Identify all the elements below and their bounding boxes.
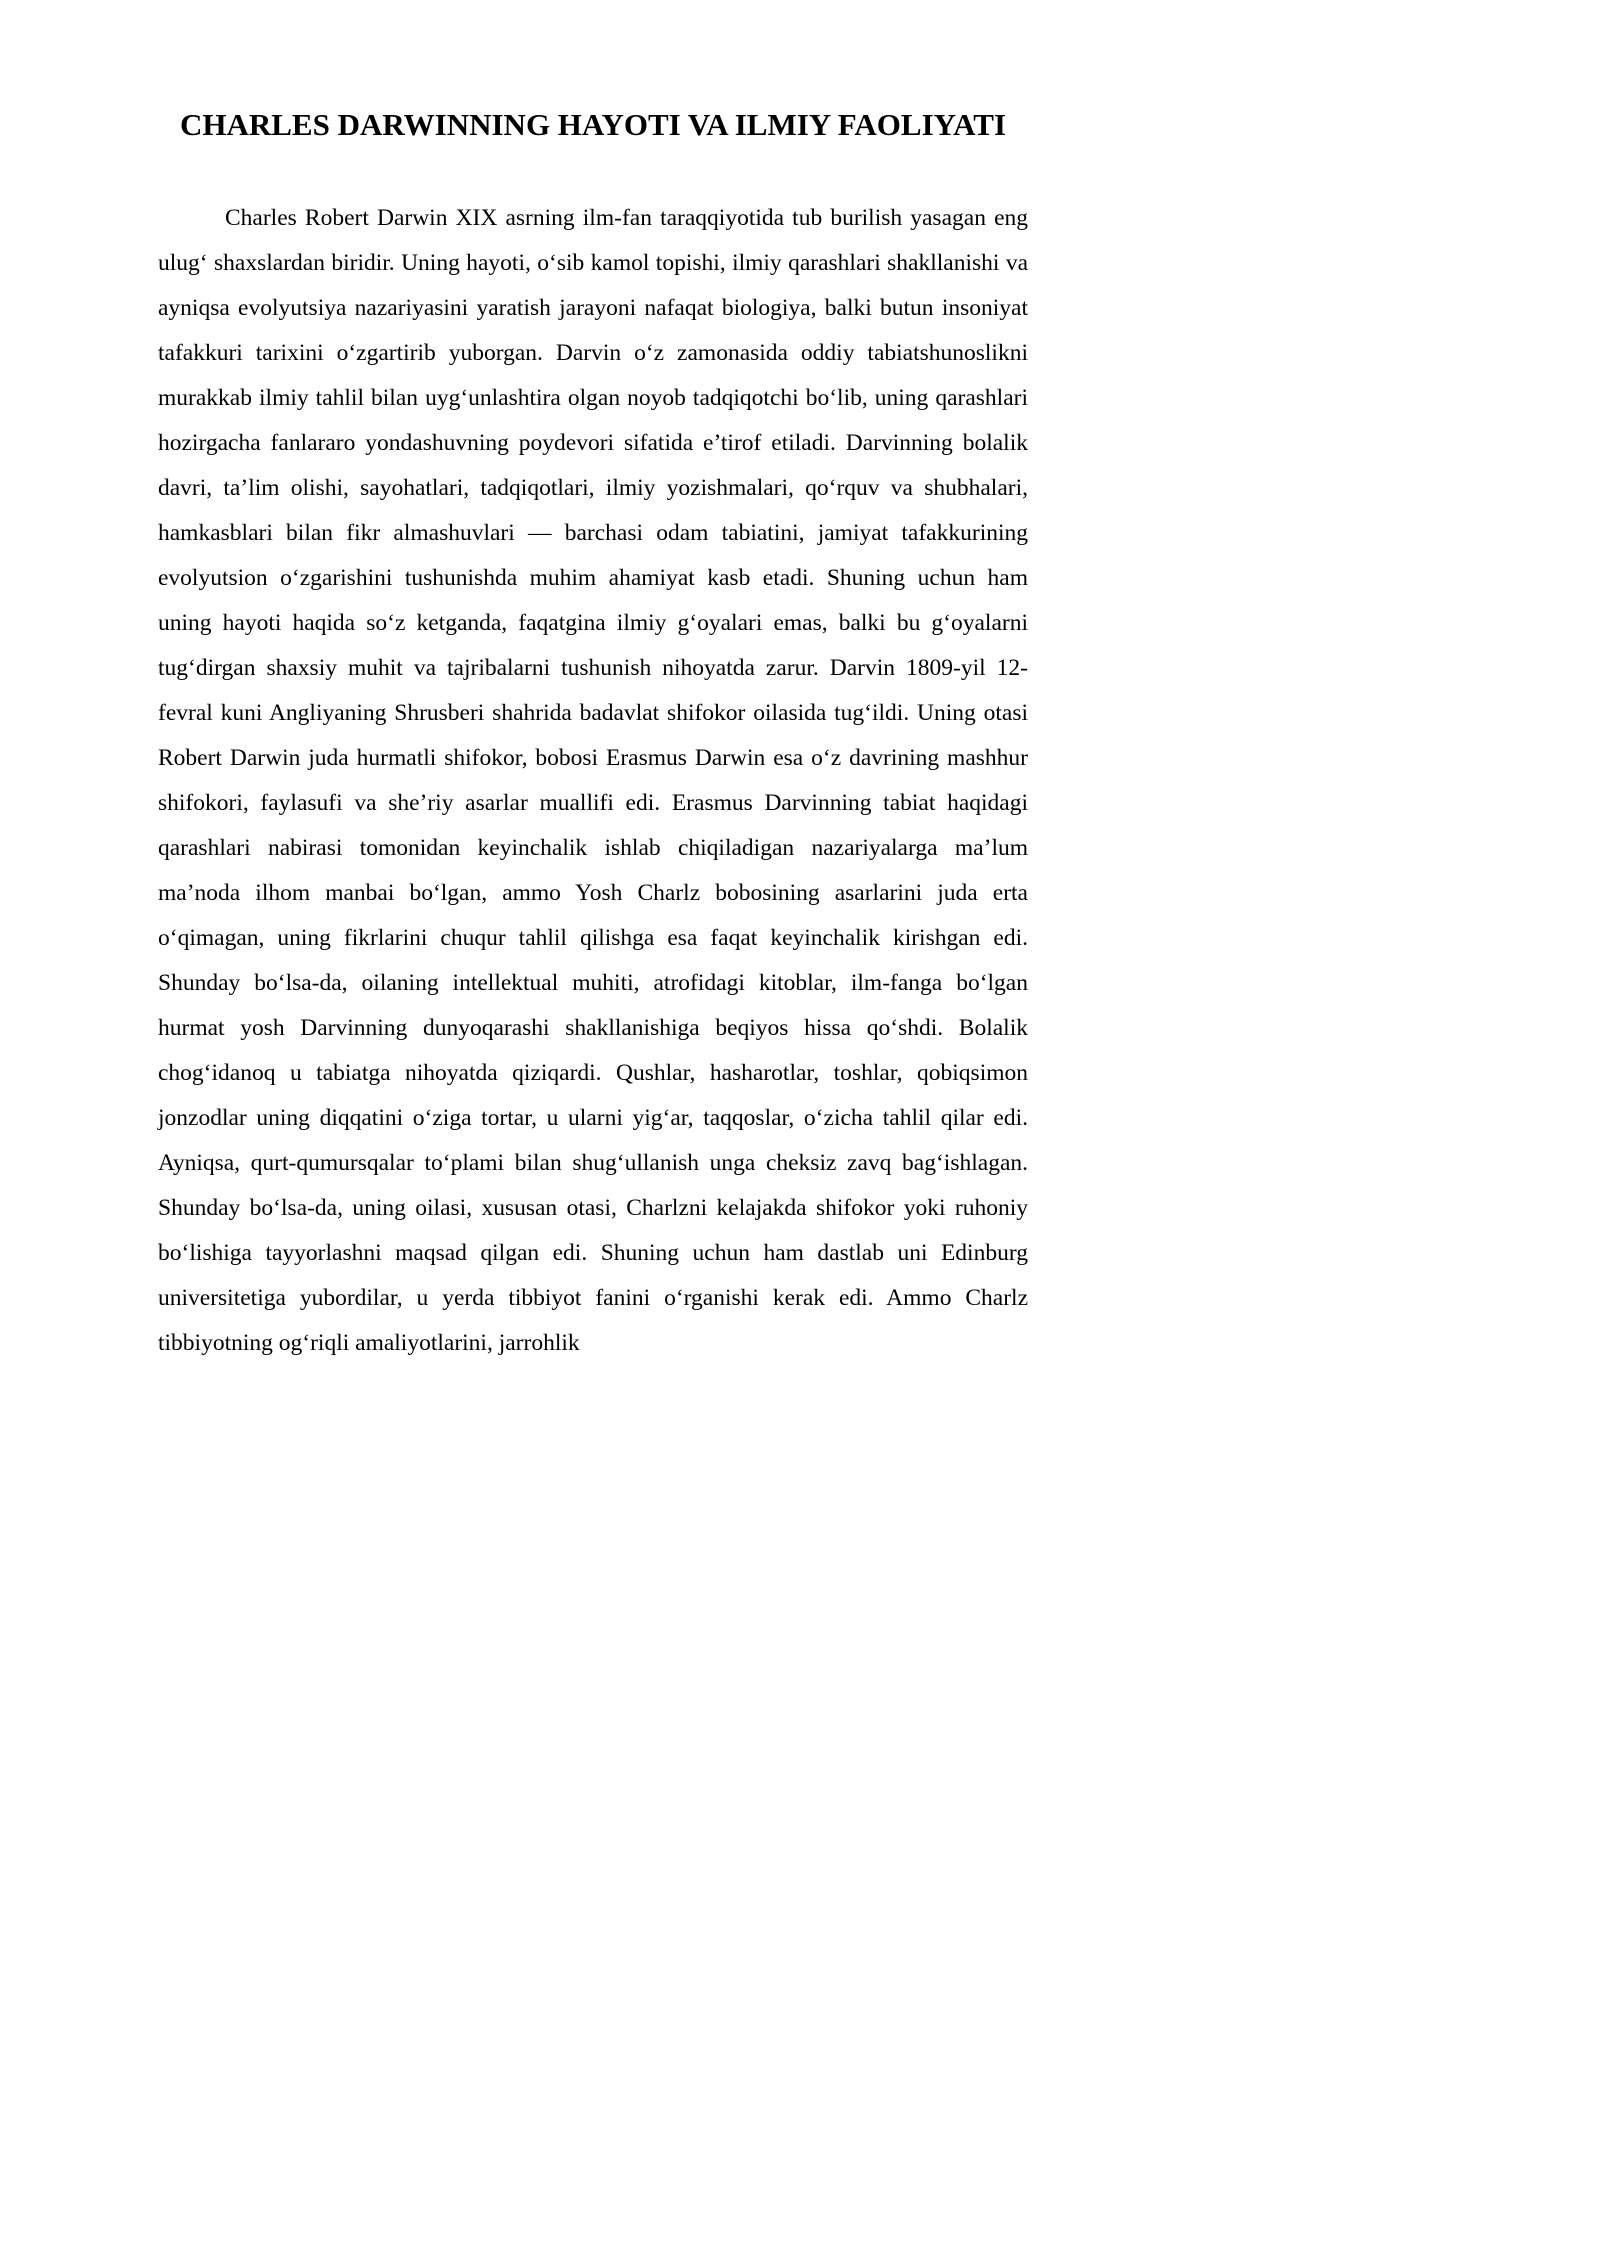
document-title: CHARLES DARWINNING HAYOTI VA ILMIY FAOLIYATI xyxy=(179,107,1007,142)
document-page xyxy=(0,0,1100,1555)
body-paragraph: Charles Robert Darwin XIX asrning ilm-fan taraqqiyotida tub burilish yasagan eng ulug‘ shaxslardan biridir. Uning hayoti, o‘sib kamol topishi, ilmiy qarashlari shakllanishi va ayniqsa evolyutsiya nazariyasini yaratish jarayoni nafaqat biologiya, balki butun insoniyat tafakkuri tarixini o‘zgartirib yuborgan. Darvin o‘z zamonasida oddiy tabiatshunoslikni murakkab ilmiy tahlil bilan uyg‘unlashtira olgan noyob tadqiqotchi bo‘lib, uning qarashlari hozirgacha fanlararo yondashuvning poydevori sifatida e’tirof etiladi. Darvinning bolalik davri, ta’lim olishi, sayohatlari, tadqiqotlari, ilmiy yozishmalari, qo‘rquv va shubhalari, hamkasblari bilan fikr almashuvlari — barchasi odam tabiatini, jamiyat tafakkurining evolyutsion o‘zgarishini tushunishda muhim ahamiyat kasb etadi. Shuning uchun ham uning hayoti haqida so‘z ketganda, faqatgina ilmiy g‘oyalari emas, balki bu g‘oyalarni tug‘dirgan shaxsiy muhit va tajribalarni tushunish nihoyatda zarur. Darvin 1809-yil 12-fevral kuni Angliyaning Shrusberi shahrida badavlat shifokor oilasida tug‘ildi. Uning otasi Robert Darwin juda hurmatli shifokor, bobosi Erasmus Darwin esa o‘z davrining mashhur shifokori, faylasufi va she’riy asarlar muallifi edi. Erasmus Darvinning tabiat haqidagi qarashlari nabirasi tomonidan keyinchalik ishlab chiqiladigan nazariyalarga ma’lum ma’noda ilhom manbai bo‘lgan, ammo Yosh Charlz bobosining asarlarini juda erta o‘qimagan, uning fikrlarini chuqur tahlil qilishga esa faqat keyinchalik kirishgan edi. Shunday bo‘lsa-da, oilaning intellektual muhiti, atrofidagi kitoblar, ilm-fanga bo‘lgan hurmat yosh Darvinning dunyoqarashi shakllanishiga beqiyos hissa qo‘shdi. Bolalik chog‘idanoq u tabiatga nihoyatda qiziqardi. Qushlar, hasharotlar, toshlar, qobiqsimon jonzodlar uning diqqatini o‘ziga tortar, u ularni yig‘ar, taqqoslar, o‘zicha tahlil qilar edi. Ayniqsa, qurt-qumursqalar to‘plami bilan shug‘ullanish unga cheksiz zavq bag‘ishlagan. Shunday bo‘lsa-da, uning oilasi, xususan otasi, Charlzni kelajakda shifokor yoki ruhoniy bo‘lishiga tayyorlashni maqsad qilgan edi. Shuning uchun ham dastlab uni Edinburg universitetiga yubordilar, u yerda tibbiyot fanini o‘rganishi kerak edi. Ammo Charlz tibbiyotning og‘riqli amaliyotlarini, jarrohlik xyxy=(158,205,1028,1356)
